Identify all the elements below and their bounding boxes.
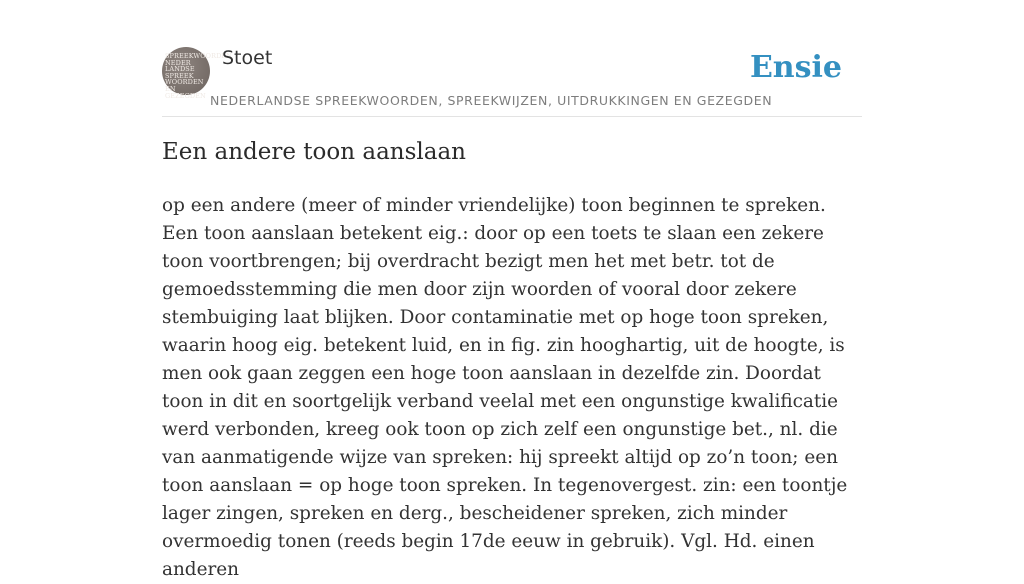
source-avatar[interactable]: [162, 47, 233, 100]
article-body: op een andere (meer of minder vriendelijke) toon beginnen te spreken. Een toon aanslaan betekent eig.: door op een toets te slaan een zekere toon voortbrengen; bij overdracht bezigt men het met betr. tot de gemoedsstemming die men door zijn woorden of vooral door zekere stembuiging laat blijken. Door contaminatie met op hoge toon spreken, waarin hoog eig. betekent luid, en in fig. zin hooghartig, uit de hoogte, is men ook gaan zeggen een hoge toon aanslaan in dezelfde zin. Doordat toon in dit en soortgelijk verband veelal met een ongunstige kwalificatie werd verbonden, kreeg ook toon op zich zelf een ongunstige bet., nl. die van aanmatigende wijze van spreken: hij spreekt altijd op zo’n toon; een toon aanslaan = op hoge toon spreken. In tegenovergest. zin: een toontje lager zingen, spreken en derg., bescheidener spreken, zich minder overmoedig tonen (reeds begin 17de eeuw in gebruik). Vgl. Hd. einen anderen: [162, 195, 848, 580]
avatar-book-cover-text: SPREEKWOORDEN NEDER LANDSE SPREEK WOORDEN EN GEZEGDEN: [165, 52, 233, 100]
header: [162, 46, 862, 117]
source-author[interactable]: Stoet: [222, 47, 273, 69]
article-title: Een andere toon aanslaan: [162, 139, 466, 165]
ensie-logo[interactable]: Ensie: [749, 50, 842, 85]
source-subtitle: NEDERLANDSE SPREEKWOORDEN, SPREEKWIJZEN, UITDRUKKINGEN EN GEZEGDEN: [210, 93, 773, 108]
